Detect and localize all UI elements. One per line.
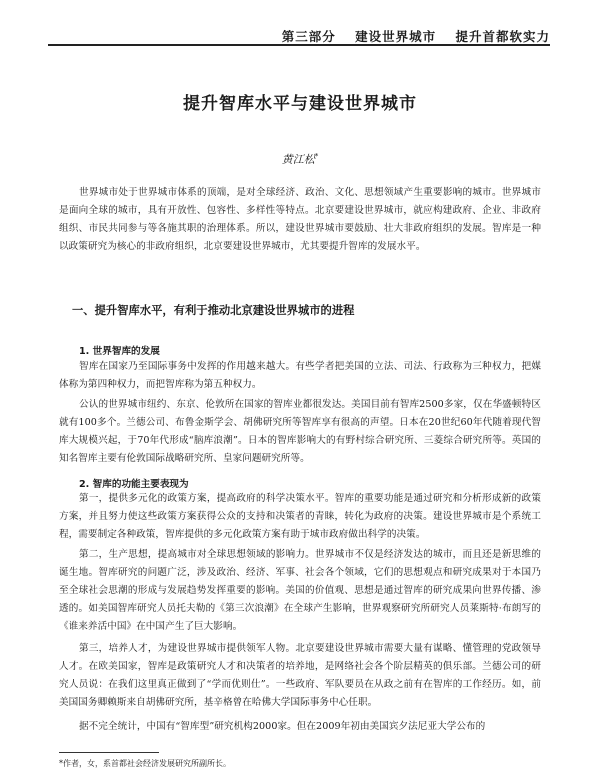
article-title: 提升智库水平与建设世界城市 [183,94,417,114]
header-rule [48,44,550,46]
paragraph-thinktank-influence: 智库在国家乃至国际事务中发挥的作用越来越大。有些学者把美国的立法、司法、行政称为三种权力，把媒体称为第四种权力，而把智库称为第五种权力。 [59,361,541,390]
author-line [0,151,600,167]
author-name: 黄江松 [281,153,315,166]
author-footnote: *作者，女，系首都社会经济发展研究所副所长。 [59,759,231,768]
header-part: 第三部分 [281,29,336,44]
running-header [0,0,600,46]
footnote-rule [59,752,159,753]
paragraph-world-city-thinktanks: 公认的世界城市纽约、东京、伦敦所在国家的智库业都很发达。美国目前有智库2500多家，仅在华盛顿特区就有100多个。兰德公司、布鲁金斯学会、胡佛研究所等智库享有很高的声望。日本在20世纪60年代随着现代智库大规模兴起，于70年代形成“脑库浪潮”。日本的智库影响大的有野村综合研究所、三菱综合研究所等。英国的知名智库主要有伦敦国际战略研究所、皇家问题研究所等。 [59,399,541,464]
paragraph-function-policy: 第一，提供多元化的政策方案，提高政府的科学决策水平。智库的重要功能是通过研究和分析形成新的政策方案，并且努力使这些政策方案获得公众的支持和决策者的青睐，转化为政府的决策。建设世界城市是个系统工程，需要制定各种政策，智库提供的多元化政策方案有助于城市政府做出科学的决策。 [59,493,541,540]
header-topic-soft-power: 提升首都软实力 [455,29,550,44]
section-heading-1: 一、提升智库水平，有利于推动北京建设世界城市的进程 [72,304,355,317]
subheading-world-thinktank-development: 1. 世界智库的发展 [79,346,160,357]
intro-paragraph: 世界城市处于世界城市体系的顶端，是对全球经济、政治、文化、思想领域产生重要影响的城市。世界城市是面向全球的城市，具有开放性、包容性、多样性等特点。北京要建设世界城市，就应构建政府、企业、非政府组织、市民共同参与等各施其职的治理体系。所以，建设世界城市要鼓励、壮大非政府组织的发展。智库是一种以政策研究为核心的非政府组织，北京要建设世界城市，尤其要提升智库的发展水平。 [59,187,541,252]
subheading-thinktank-functions: 2. 智库的功能主要表现为 [79,479,189,490]
running-header-text [282,27,550,45]
paragraph-china-thinktanks: 据不完全统计，中国有“智库型”研究机构2000家。但在2009年初由美国宾夕法尼亚大学公布的 [79,721,486,732]
header-topic-world-city: 建设世界城市 [355,29,437,44]
paragraph-function-talent: 第三，培养人才，为建设世界城市提供领军人物。北京要建设世界城市需要大量有谋略、懂管理的党政领导人才。在欧美国家，智库是政策研究人才和决策者的培养地，是网络社会各个阶层精英的俱乐部。兰德公司的研究人员说：在我们这里真正做到了“学而优则仕”。一些政府、军队要员在从政之前有在智库的工作经历。如，前美国国务卿赖斯来自胡佛研究所，基辛格曾在哈佛大学国际事务中心任职。 [59,643,541,708]
paragraph-function-ideas: 第二，生产思想，提高城市对全球思想领域的影响力。世界城市不仅是经济发达的城市，而且还是新思维的诞生地。智库研究的问题广泛，涉及政治、经济、军事、社会各个领域，它们的思想观点和研究成果对于本国乃至全球社会思潮的形成与发展趋势发挥重要的影响。美国的价值观、思想是通过智库的研究成果向世界传播、渗透的。如美国智库研究人员托夫勒的《第三次浪潮》在全球产生影响，世界观察研究所研究人员莱斯特·布朗写的《谁来养活中国》在中国产生了巨大影响。 [59,549,541,632]
author-footnote-mark: * [314,152,319,161]
